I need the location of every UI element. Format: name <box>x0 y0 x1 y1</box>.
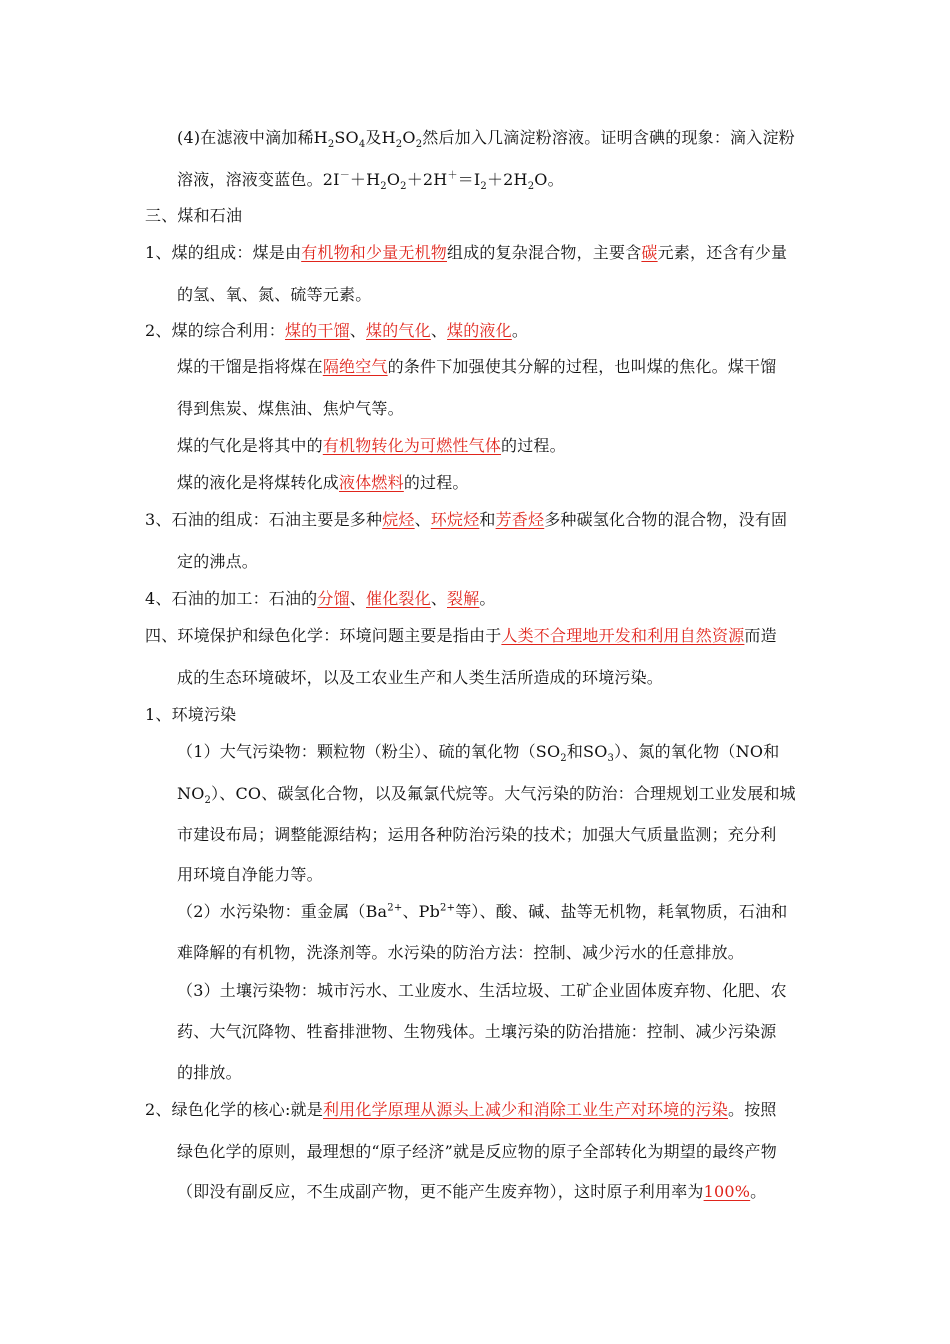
text: （3）土壤污染物：城市污水、工业废水、生活垃圾、工矿企业固体废弃物、化肥、农 <box>177 981 787 1000</box>
subscript: 3 <box>607 753 615 765</box>
text-line <box>177 435 566 457</box>
text-line <box>177 127 795 149</box>
text: （1）大气污染物：颗粒物（粉尘）、硫的氧化物（SO <box>177 742 561 761</box>
text-line <box>177 783 796 805</box>
highlight-text: 芳香烃 <box>495 510 545 529</box>
text: 四、环境保护和绿色化学：环境问题主要是指由于 <box>145 626 502 645</box>
text: 及H <box>365 128 396 147</box>
text: 、 <box>414 510 431 529</box>
text: (4)在滤液中滴加稀H <box>177 128 328 147</box>
subscript: 2 <box>560 753 567 765</box>
text: 绿色化学的原则，最理想的“原子经济”就是反应物的原子全部转化为期望的最终产物 <box>177 1142 777 1161</box>
highlight-text: 煤的气化 <box>366 321 431 340</box>
highlight-text: 隔绝空气 <box>322 357 388 376</box>
text: 、 <box>430 321 448 340</box>
text: 、Pb <box>402 902 441 921</box>
subscript: 2 <box>395 139 403 151</box>
text: 2、煤的综合利用： <box>145 321 285 340</box>
text: 的过程。 <box>501 436 566 455</box>
text: 成的生态环境破坏，以及工农业生产和人类生活所造成的环境污染。 <box>177 668 664 687</box>
text: 、 <box>349 321 366 340</box>
text: 组成的复杂混合物，主要含 <box>447 243 642 262</box>
highlight-text: 环烷烃 <box>430 510 480 529</box>
text: 而造 <box>744 626 777 645</box>
text: 1、环境污染 <box>145 705 237 724</box>
text: 市建设布局；调整能源结构；运用各种防治污染的技术；加强大气质量监测；充分利 <box>177 825 777 844</box>
text-line <box>177 551 258 573</box>
text: ＋2H <box>486 170 528 189</box>
text: 元素，还含有少量 <box>657 243 788 262</box>
text: 得到焦炭、煤焦油、焦炉气等。 <box>177 399 404 418</box>
subscript: 2 <box>400 181 407 193</box>
highlight-text: 烷烃 <box>382 510 415 529</box>
text: 。 <box>750 1182 767 1201</box>
superscript: － <box>339 170 350 182</box>
text: 、 <box>349 589 366 608</box>
text: 用环境自净能力等。 <box>177 865 323 884</box>
text-line <box>177 864 323 886</box>
subscript: 2 <box>204 795 212 807</box>
highlight-text: 有机物转化为可燃性气体 <box>322 436 502 455</box>
text: ＋2H <box>406 170 448 189</box>
text: 三、煤和石油 <box>145 206 243 225</box>
text: 、 <box>430 589 448 608</box>
text: NO <box>177 784 205 803</box>
section-heading <box>145 205 242 227</box>
text: SO <box>334 128 359 147</box>
text: 的氢、氧、氮、硫等元素。 <box>177 285 372 304</box>
text: （即没有副反应，不生成副产物，更不能产生废弃物），这时原子利用率为 <box>177 1182 704 1201</box>
text-line <box>145 704 236 726</box>
text-line <box>177 741 779 763</box>
highlight-text: 液体燃料 <box>339 473 404 492</box>
highlight-text: 有机物和少量无机物 <box>301 243 447 262</box>
text-line <box>177 667 663 689</box>
text-line <box>177 169 564 191</box>
text: 3、石油的组成：石油主要是多种 <box>145 510 383 529</box>
text: 的过程。 <box>403 473 469 492</box>
subscript: 2 <box>527 181 535 193</box>
text: ）、氮的氧化物（NO和 <box>614 742 780 761</box>
text-line <box>177 472 469 494</box>
text: ＋H <box>349 170 381 189</box>
superscript: ＋ <box>447 170 458 182</box>
section-heading <box>145 625 777 647</box>
text: 2、绿色化学的核心:就是 <box>145 1100 323 1119</box>
superscript: 2+ <box>387 902 403 914</box>
text: （2）水污染物：重金属（Ba <box>177 902 388 921</box>
subscript: 4 <box>358 139 366 151</box>
text-line <box>177 284 371 306</box>
text-line <box>177 398 404 420</box>
text: 煤的干馏是指将煤在 <box>177 357 323 376</box>
text-line <box>177 1181 766 1203</box>
subscript: 2 <box>380 181 387 193</box>
text: 。按照 <box>728 1100 777 1119</box>
text: 的排放。 <box>177 1063 242 1082</box>
text: ＝I <box>457 170 481 189</box>
highlight-text: 碳 <box>641 243 658 262</box>
text-line <box>177 1062 242 1084</box>
highlight-text: 催化裂化 <box>366 589 431 608</box>
text: 和SO <box>566 742 608 761</box>
text-line <box>145 588 496 610</box>
text: 和 <box>479 510 496 529</box>
text-line <box>145 509 787 531</box>
text-line <box>177 824 776 846</box>
highlight-text: 煤的液化 <box>447 321 512 340</box>
text-line <box>177 356 776 378</box>
text-line <box>145 1099 777 1121</box>
text: 1、煤的组成：煤是由 <box>145 243 302 262</box>
text: 4、石油的加工：石油的 <box>145 589 318 608</box>
text: 等）、酸、碱、盐等无机物，耗氧物质，石油和 <box>455 902 788 921</box>
text-line <box>145 320 528 342</box>
text: 定的沸点。 <box>177 552 259 571</box>
text-line <box>177 901 787 923</box>
text-line <box>177 942 744 964</box>
text: 药、大气沉降物、牲畜排泄物、生物残体。土壤污染的防治措施：控制、减少污染源 <box>177 1022 777 1041</box>
text: O <box>386 170 401 189</box>
text: 多种碳氢化合物的混合物，没有固 <box>544 510 788 529</box>
highlight-text: 利用化学原理从源头上减少和消除工业生产对环境的污染 <box>322 1100 728 1119</box>
subscript: 2 <box>480 181 487 193</box>
text: 难降解的有机物，洗涤剂等。水污染的防治方法：控制、减少污水的任意排放。 <box>177 943 745 962</box>
text: ）、CO、碳氢化合物，以及氟氯代烷等。大气污染的防治：合理规划工业发展和城 <box>211 784 796 803</box>
text: 煤的气化是将其中的 <box>177 436 323 455</box>
superscript: 2+ <box>440 902 456 914</box>
highlight-text: 分馏 <box>317 589 350 608</box>
text: 然后加入几滴淀粉溶液。证明含碘的现象：滴入淀粉 <box>422 128 795 147</box>
text: O <box>402 128 416 147</box>
text: 的条件下加强使其分解的过程，也叫煤的焦化。煤干馏 <box>387 357 777 376</box>
text: 溶液，溶液变蓝色。2I <box>177 170 340 189</box>
text: 煤的液化是将煤转化成 <box>177 473 340 492</box>
text: 。 <box>511 321 529 340</box>
highlight-text: 人类不合理地开发和利用自然资源 <box>501 626 745 645</box>
text-line <box>177 1141 777 1163</box>
highlight-text: 裂解 <box>447 589 480 608</box>
text: 。 <box>479 589 496 608</box>
text-line <box>177 980 787 1002</box>
text: O。 <box>534 170 564 189</box>
highlight-text: 煤的干馏 <box>284 321 350 340</box>
text-line <box>177 1021 776 1043</box>
highlight-text: 100% <box>703 1182 751 1201</box>
text-line <box>145 242 787 264</box>
subscript: 2 <box>415 139 423 151</box>
subscript: 2 <box>327 139 335 151</box>
